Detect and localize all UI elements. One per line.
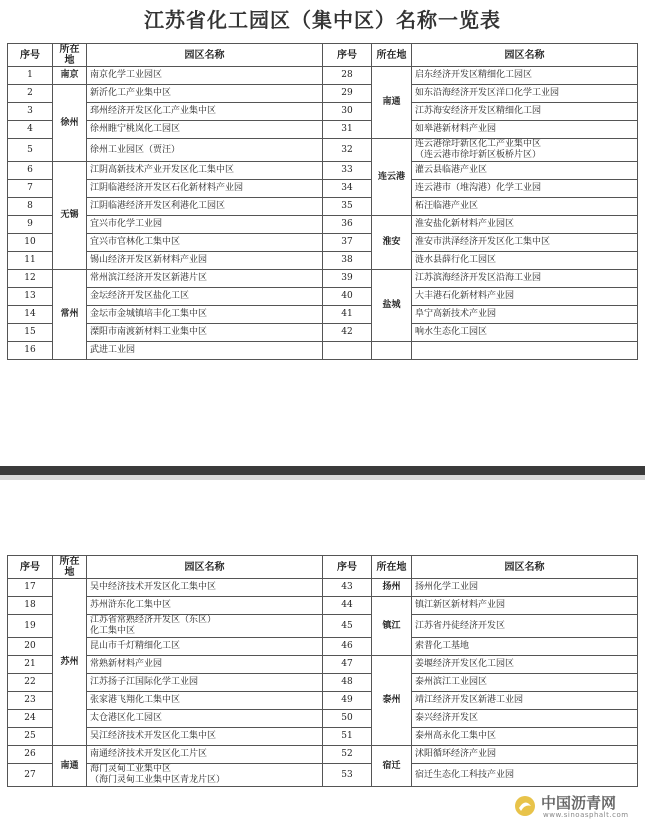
park-name [412,288,638,306]
park-name [87,288,323,306]
park-name-line: 江苏滨海经济开发区沿海工业园 [415,273,542,283]
row-number: 30 [323,103,372,121]
table-header-row [8,44,638,67]
park-name [412,85,638,103]
row-number: 36 [323,216,372,234]
park-name [87,67,323,85]
table-row [8,121,638,139]
table-row [8,85,638,103]
row-number: 37 [323,234,372,252]
row-number: 47 [323,656,372,674]
row-number: 38 [323,252,372,270]
park-name [412,692,638,710]
row-number: 1 [8,67,53,85]
row-number: 21 [8,656,53,674]
park-name [87,306,323,324]
park-name-line: 金坛市金城镇培丰化工集中区 [90,309,208,319]
park-name [412,579,638,597]
park-name-line: 宿迁生态化工科技产业园 [415,769,515,780]
park-name-line: 阜宁高新技术产业园 [415,309,497,319]
row-number: 10 [8,234,53,252]
park-name-line: 苏州浒东化工集中区 [90,600,172,610]
table-row [8,692,638,710]
park-name-line: 江苏省常熟经济开发区（东区） [90,615,217,625]
park-name [412,103,638,121]
location-cell: 连云港 [372,139,412,216]
park-name [412,216,638,234]
park-name-line: 吴江经济技术开发区化工集中区 [90,731,217,741]
park-name [412,674,638,692]
table-row [8,674,638,692]
park-name [87,198,323,216]
park-name-line: 索普化工基地 [415,641,470,651]
table-row [8,252,638,270]
row-number: 16 [8,342,53,360]
park-name-line: 泰州滨江工业园区 [415,677,488,687]
park-name-line: 宜兴市官林化工集中区 [90,237,181,247]
row-number: 31 [323,121,372,139]
row-number: 32 [323,139,372,162]
park-name-line: 太仓港区化工园区 [90,713,163,723]
row-number: 53 [323,764,372,787]
park-name [412,638,638,656]
row-number: 39 [323,270,372,288]
table-row [8,103,638,121]
row-number: 35 [323,198,372,216]
park-name [87,728,323,746]
table-row [8,746,638,764]
table-row [8,656,638,674]
row-number: 7 [8,180,53,198]
park-name-line: 柘汪临港产业区 [415,201,479,211]
park-name [412,162,638,180]
row-number: 26 [8,746,53,764]
park-name [412,306,638,324]
park-name-line: 泰州高永化工集中区 [415,731,497,741]
row-number: 2 [8,85,53,103]
row-number: 12 [8,270,53,288]
table-row [8,597,638,615]
row-number: 40 [323,288,372,306]
park-name [412,764,638,787]
park-name-line: 镇江新区新材料产业园 [415,600,506,610]
park-name [87,85,323,103]
park-name [412,139,638,162]
table-row [8,162,638,180]
table-row [8,234,638,252]
row-number: 34 [323,180,372,198]
table-row [8,579,638,597]
park-name-line: 徐州睢宁桃岚化工园区 [90,124,181,134]
row-number: 22 [8,674,53,692]
park-name [412,67,638,85]
park-name [412,597,638,615]
table-row [8,67,638,85]
park-name-line: 溧阳市南渡新材料工业集中区 [90,327,208,337]
row-number: 28 [323,67,372,85]
park-name [412,121,638,139]
park-name [87,270,323,288]
park-name [412,324,638,342]
park-name [87,234,323,252]
park-name-line: 启东经济开发区精细化工园区 [415,70,533,80]
watermark-url: www.sinoasphalt.com [543,811,629,819]
table-row [8,764,638,787]
park-name [87,597,323,615]
park-name [87,674,323,692]
park-name [87,638,323,656]
row-number: 13 [8,288,53,306]
location-cell: 南通 [372,67,412,139]
row-number: 20 [8,638,53,656]
park-name-line: 沭阳循环经济产业园 [415,749,497,759]
row-number: 42 [323,324,372,342]
location-cell: 宿迁 [372,746,412,787]
empty-cell [412,342,638,360]
park-name [412,710,638,728]
park-name [87,342,323,360]
table-row [8,139,638,162]
location-cell: 常州 [53,270,87,360]
park-name [87,579,323,597]
park-name [87,162,323,180]
row-number: 9 [8,216,53,234]
header-loc: 所在地 [53,44,87,67]
row-number: 50 [323,710,372,728]
park-name [87,252,323,270]
watermark-text: 中国沥青网 [541,794,617,812]
park-name-line: 连云港徐圩新区化工产业集中区 [415,139,542,149]
row-number: 46 [323,638,372,656]
row-number: 8 [8,198,53,216]
park-name [87,216,323,234]
park-name-line: 张家港飞翔化工集中区 [90,695,181,705]
table-header-row [8,556,638,579]
park-name [87,710,323,728]
park-name-line: 靖江经济开发区新港工业园 [415,695,524,705]
park-name [87,180,323,198]
park-name-line: 海门灵甸工业集中区 [90,764,172,774]
table-row [8,615,638,638]
park-name-line: 淮安市洪泽经济开发区化工集中区 [415,237,551,247]
park-name-line: 泰兴经济开发区 [415,713,479,723]
park-name [412,252,638,270]
asphalt-logo-icon [513,794,537,818]
park-name [412,234,638,252]
park-name-line: 江阴高新技术产业开发区化工集中区 [90,165,235,175]
park-name [87,139,323,162]
header-no: 序号 [323,44,372,67]
row-number: 4 [8,121,53,139]
row-number: 3 [8,103,53,121]
park-name-line: 常州滨江经济开发区新港片区 [90,273,208,283]
park-name-line: 大丰港石化新材料产业园 [415,291,515,301]
park-name-line: 江阴临港经济开发区石化新材料产业园 [90,183,244,193]
park-name [87,103,323,121]
park-name-line: 江苏省丹徒经济开发区 [415,620,506,631]
park-name-line: 响水生态化工园区 [415,327,488,337]
park-name-line-2: （连云港市徐圩新区板桥片区） [415,150,542,160]
park-name [412,270,638,288]
park-name [412,656,638,674]
park-name [412,728,638,746]
row-number: 24 [8,710,53,728]
table-row [8,198,638,216]
park-name-line: 新沂化工产业集中区 [90,88,172,98]
park-name-line: 连云港市（堆沟港）化学工业园 [415,183,542,193]
park-name [87,324,323,342]
page-title: 江苏省化工园区（集中区）名称一览表 [144,8,501,32]
park-name-line: 灌云县临港产业区 [415,165,488,175]
header-name: 园区名称 [412,556,638,579]
row-number: 29 [323,85,372,103]
row-number: 48 [323,674,372,692]
location-cell: 镇江 [372,597,412,656]
row-number: 23 [8,692,53,710]
park-name [87,615,323,638]
header-loc: 所在地 [53,556,87,579]
location-cell: 南京 [53,67,87,85]
empty-cell [372,342,412,360]
header-loc: 所在地 [372,556,412,579]
empty-cell [323,342,372,360]
row-number: 43 [323,579,372,597]
park-name [87,692,323,710]
park-name [87,764,323,787]
table-row [8,324,638,342]
table-row [8,216,638,234]
park-name-line: 昆山市千灯精细化工区 [90,641,181,651]
park-name-line: 吴中经济技术开发区化工集中区 [90,582,217,592]
table-row [8,342,638,360]
location-cell: 徐州 [53,85,87,162]
location-cell: 泰州 [372,656,412,746]
location-cell: 南通 [53,746,87,787]
location-cell: 盐城 [372,270,412,342]
park-name-line: 宜兴市化学工业园 [90,219,163,229]
park-name-line: 武进工业园 [90,345,136,355]
park-name [412,746,638,764]
park-name-line: 徐州工业园区（贾汪） [90,144,181,155]
watermark [513,790,633,824]
row-number: 44 [323,597,372,615]
park-name-line: 如皋港新材料产业园 [415,124,497,134]
header-name: 园区名称 [412,44,638,67]
park-table-2 [7,555,638,787]
table-row [8,270,638,288]
table-row [8,710,638,728]
row-number: 45 [323,615,372,638]
row-number: 6 [8,162,53,180]
row-number: 17 [8,579,53,597]
row-number: 49 [323,692,372,710]
table-row [8,306,638,324]
park-name-line: 南通经济技术开发区化工片区 [90,749,208,759]
row-number: 15 [8,324,53,342]
row-number: 52 [323,746,372,764]
park-name [412,180,638,198]
row-number: 19 [8,615,53,638]
page-divider-shadow [0,475,645,480]
location-cell: 扬州 [372,579,412,597]
header-loc: 所在地 [372,44,412,67]
table-row [8,638,638,656]
park-name [87,746,323,764]
row-number: 18 [8,597,53,615]
location-cell: 淮安 [372,216,412,270]
park-name [87,656,323,674]
park-name [412,615,638,638]
location-cell: 苏州 [53,579,87,746]
park-name [412,198,638,216]
row-number: 51 [323,728,372,746]
page-divider [0,466,645,475]
location-cell: 无锡 [53,162,87,270]
park-name-line: 淮安盐化新材料产业园区 [415,219,515,229]
row-number: 41 [323,306,372,324]
park-name [87,121,323,139]
park-name-line: 邳州经济开发区化工产业集中区 [90,106,217,116]
header-name: 园区名称 [87,44,323,67]
row-number: 11 [8,252,53,270]
park-name-line: 扬州化学工业园 [415,582,479,592]
park-name-line: 金坛经济开发区盐化工区 [90,291,190,301]
row-number: 14 [8,306,53,324]
row-number: 33 [323,162,372,180]
header-no: 序号 [8,44,53,67]
park-name-line: 常熟新材料产业园 [90,659,163,669]
park-name-line: 江阴临港经济开发区利港化工园区 [90,201,226,211]
table-row [8,288,638,306]
row-number: 25 [8,728,53,746]
row-number: 27 [8,764,53,787]
table-row [8,180,638,198]
park-name-line: 锡山经济开发区新材料产业园 [90,255,208,265]
header-name: 园区名称 [87,556,323,579]
park-name-line-2: 化工集中区 [90,626,136,636]
row-number: 5 [8,139,53,162]
park-name-line: 江苏扬子江国际化学工业园 [90,677,199,687]
park-name-line-2: （海门灵甸工业集中区青龙片区） [90,775,226,785]
park-table-1 [7,43,638,360]
park-name-line: 如东沿海经济开发区洋口化学工业园 [415,88,560,98]
table-row [8,728,638,746]
park-name-line: 江苏海安经济开发区精细化工园 [415,106,542,116]
header-no: 序号 [323,556,372,579]
header-no: 序号 [8,556,53,579]
park-name-line: 姜堰经济开发区化工园区 [415,659,515,669]
park-name-line: 涟水县薛行化工园区 [415,255,497,265]
park-name-line: 南京化学工业园区 [90,70,163,80]
